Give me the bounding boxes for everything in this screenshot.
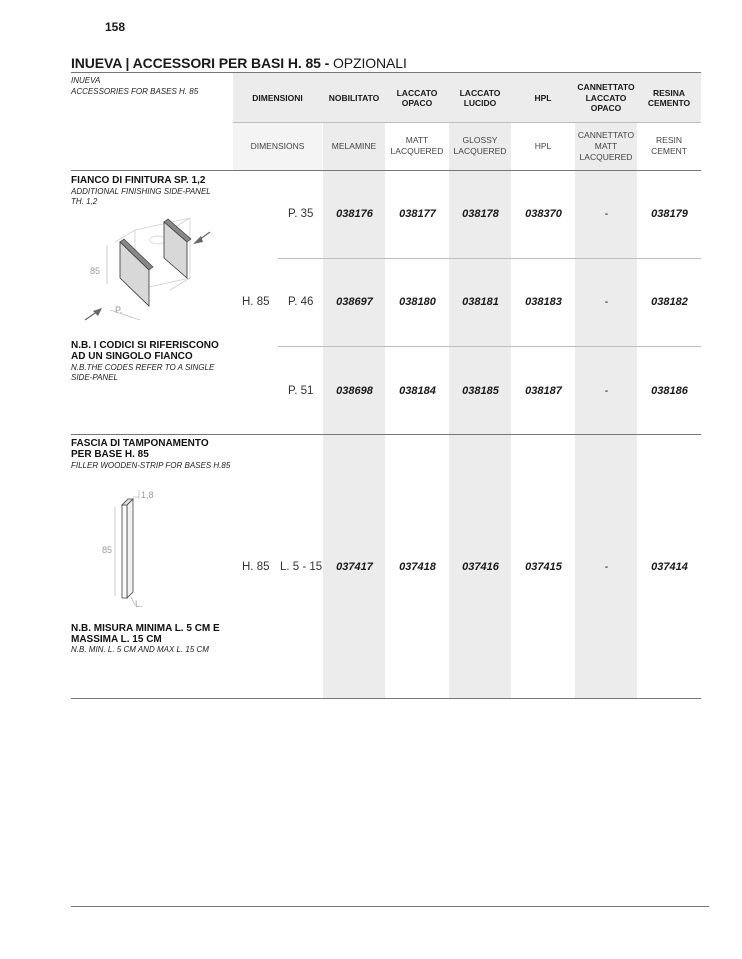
code-cell: 038177 [399,208,436,220]
code-cell-empty: - [604,385,609,397]
header-divider [233,122,701,123]
code-cell: 038185 [462,385,499,397]
code-cell: 037414 [651,561,688,573]
row-dimension: P. 35 [288,208,314,220]
section-divider [71,434,701,435]
code-cell: 038370 [525,208,562,220]
row-dimension: P. 51 [288,385,314,397]
col-subheader-dimensions: DIMENSIONS [250,140,305,151]
col-subheader-cannettato: CANNETTATO MATT LACQUERED [577,129,635,162]
code-cell: 038176 [336,208,373,220]
table-bottom-rule [71,698,701,699]
col-header-dimensioni: DIMENSIONI [252,92,303,103]
section-subtitle: ADDITIONAL FINISHING SIDE-PANEL TH. 1,2 [71,187,211,206]
header-bottom-rule [71,170,701,171]
code-cell: 038179 [651,208,688,220]
col-header-laccato-lucido: LACCATO LUCIDO [459,87,501,108]
title-optional: OPZIONALI [332,55,407,71]
drawing-depth-label: P. [115,305,123,315]
section-note: N.B. MISURA MINIMA L. 5 CM E MASSIMA L. 15 CM [71,623,220,645]
row-divider [278,346,701,347]
code-cell-empty: - [604,296,609,308]
col-header-laccato-opaco: LACCATO OPACO [396,87,438,108]
footer-rule [71,906,709,907]
col-subheader-hpl: HPL [534,140,552,151]
code-cell: 038183 [525,296,562,308]
drawing-height-label: 85 [102,545,113,555]
code-cell: 037418 [399,561,436,573]
row-divider [278,258,701,259]
height-label: H. 85 [242,296,270,308]
table-top-rule [71,72,701,73]
code-cell: 037417 [336,561,373,573]
code-cell: 038181 [462,296,499,308]
section-note-en: N.B.THE CODES REFER TO A SINGLE SIDE-PANEL [71,363,215,382]
page-number: 158 [105,20,126,34]
code-cell: 038180 [399,296,436,308]
col-subheader-melamine: MELAMINE [331,140,377,151]
row-dimension: L. 5 - 15 [280,561,323,573]
row-dimension: P. 46 [288,296,314,308]
section-subtitle: FILLER WOODEN-STRIP FOR BASES H.85 [71,461,231,470]
col-subheader-glossy: GLOSSY LACQUERED [453,135,507,156]
title-main: INUEVA | ACCESSORI PER BASI H. 85 - [71,55,333,71]
code-cell: 037416 [462,561,499,573]
code-cell: 038186 [651,385,688,397]
section-note: N.B. I CODICI SI RIFERISCONO AD UN SINGOLO FIANCO [71,340,219,362]
brand-label-en: ACCESSORIES FOR BASES H. 85 [71,87,199,96]
code-cell: 038184 [399,385,436,397]
drawing-thickness-label: 1,8 [141,490,154,500]
code-cell: 037415 [525,561,562,573]
code-cell: 038697 [336,296,373,308]
side-panel-drawing [80,212,230,324]
col-header-resina: RESINA CEMENTO [647,87,691,108]
code-cell-empty: - [604,561,609,573]
drawing-height-label: 85 [90,266,101,276]
col-header-cannettato: CANNETTATO LACCATO OPACO [577,82,635,114]
col-subheader-matt: MATT LACQUERED [390,135,444,156]
section-title: FIANCO DI FINITURA SP. 1,2 [71,175,206,186]
drawing-width-label: L. [135,599,143,609]
col-subheader-resin: RESIN CEMENT [651,135,687,156]
code-cell: 038182 [651,296,688,308]
code-cell-empty: - [604,208,609,220]
page-title [71,55,407,71]
code-cell: 038698 [336,385,373,397]
col-header-hpl: HPL [534,92,552,103]
code-cell: 038178 [462,208,499,220]
col-header-nobilitato: NOBILITATO [328,92,380,103]
section-note-en: N.B. MIN. L. 5 CM AND MAX L. 15 CM [71,645,209,654]
code-cell: 038187 [525,385,562,397]
section-title: FASCIA DI TAMPONAMENTO PER BASE H. 85 [71,438,209,460]
height-label: H. 85 [242,561,270,573]
brand-label: INUEVA [71,76,101,85]
